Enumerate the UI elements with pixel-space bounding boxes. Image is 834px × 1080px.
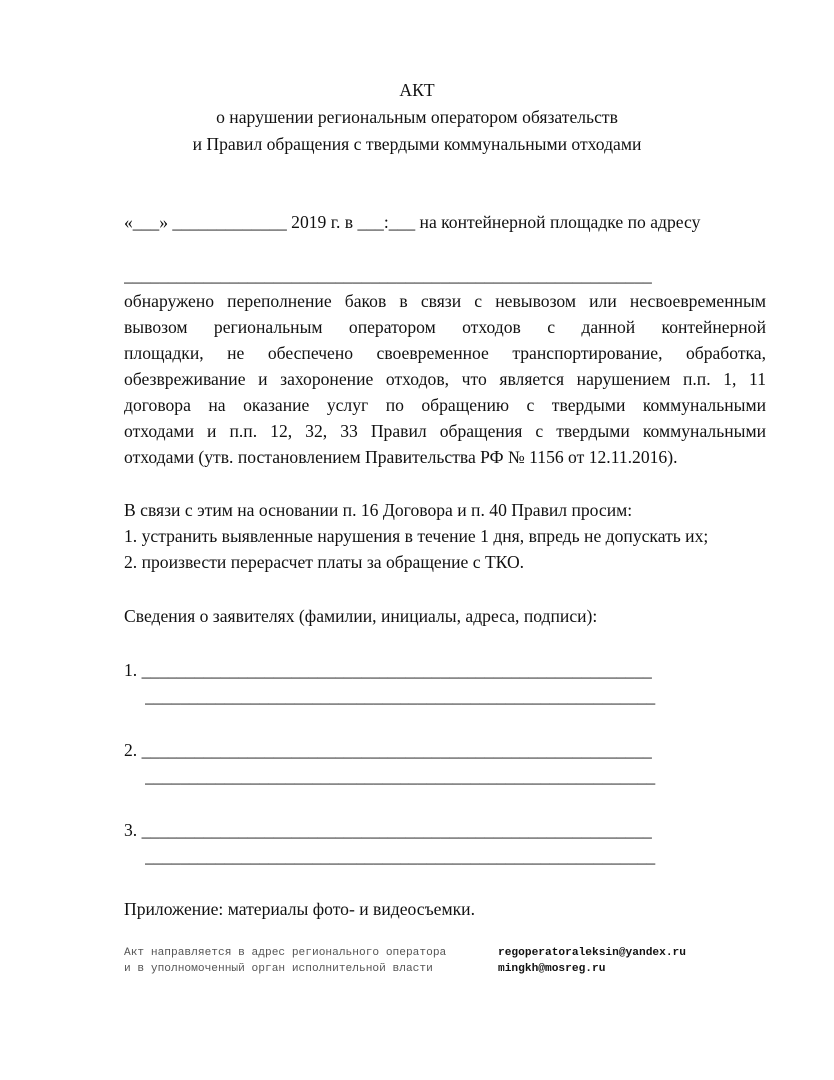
- document-subtitle-line-1: о нарушении региональным оператором обязательств: [216, 107, 618, 127]
- document-title: АКТ: [399, 80, 435, 100]
- body-paragraph-line: площадки, не обеспечено своевременное транспортирование, обработка,: [124, 343, 766, 363]
- footer-email-regoperator: regoperatoraleksin@yandex.ru: [498, 947, 686, 959]
- body-paragraph-line: обезвреживание и захоронение отходов, что является нарушением п.п. 1, 11: [124, 369, 766, 389]
- address-blank-line: ____________________________________________________________: [124, 265, 652, 285]
- applicant-entry-1-line-2: __________________________________________________________: [145, 686, 656, 706]
- applicant-entry-3-line-2: __________________________________________________________: [145, 846, 656, 866]
- document-subtitle-line-2: и Правил обращения с твердыми коммунальными отходами: [192, 134, 642, 154]
- body-paragraph-line: отходами и п.п. 12, 32, 33 Правил обращения с твердыми коммунальными: [124, 421, 766, 441]
- applicant-entry-2-line-1: 2. __________________________________________________________: [124, 740, 652, 760]
- attachment-note: Приложение: материалы фото- и видеосъемки.: [124, 899, 475, 919]
- footer-note-line-2: и в уполномоченный орган исполнительной власти: [124, 963, 433, 975]
- request-item-2: 2. произвести перерасчет платы за обращение с ТКО.: [124, 552, 525, 572]
- applicant-entry-2-line-2: __________________________________________________________: [145, 766, 656, 786]
- applicant-entry-1-line-1: 1. __________________________________________________________: [124, 660, 652, 680]
- date-place-line: «___» _____________ 2019 г. в ___:___ на контейнерной площадке по адресу: [124, 212, 701, 232]
- request-intro: В связи с этим на основании п. 16 Договора и п. 40 Правил просим:: [124, 500, 633, 520]
- body-paragraph-line: обнаружено переполнение баков в связи с невывозом или несвоевременным: [124, 291, 766, 311]
- body-paragraph-line: вывозом региональным оператором отходов с данной контейнерной: [124, 317, 766, 337]
- request-item-1: 1. устранить выявленные нарушения в течение 1 дня, впредь не допускать их;: [124, 526, 709, 546]
- footer-email-mingkh: mingkh@mosreg.ru: [498, 963, 606, 975]
- body-paragraph-line: отходами (утв. постановлением Правительства РФ № 1156 от 12.11.2016).: [124, 447, 678, 467]
- applicant-entry-3-line-1: 3. __________________________________________________________: [124, 820, 652, 840]
- footer-note-line-1: Акт направляется в адрес регионального оператора: [124, 947, 447, 959]
- applicants-heading: Сведения о заявителях (фамилии, инициалы, адреса, подписи):: [124, 606, 598, 626]
- body-paragraph-line: договора на оказание услуг по обращению с твердыми коммунальными: [124, 395, 766, 415]
